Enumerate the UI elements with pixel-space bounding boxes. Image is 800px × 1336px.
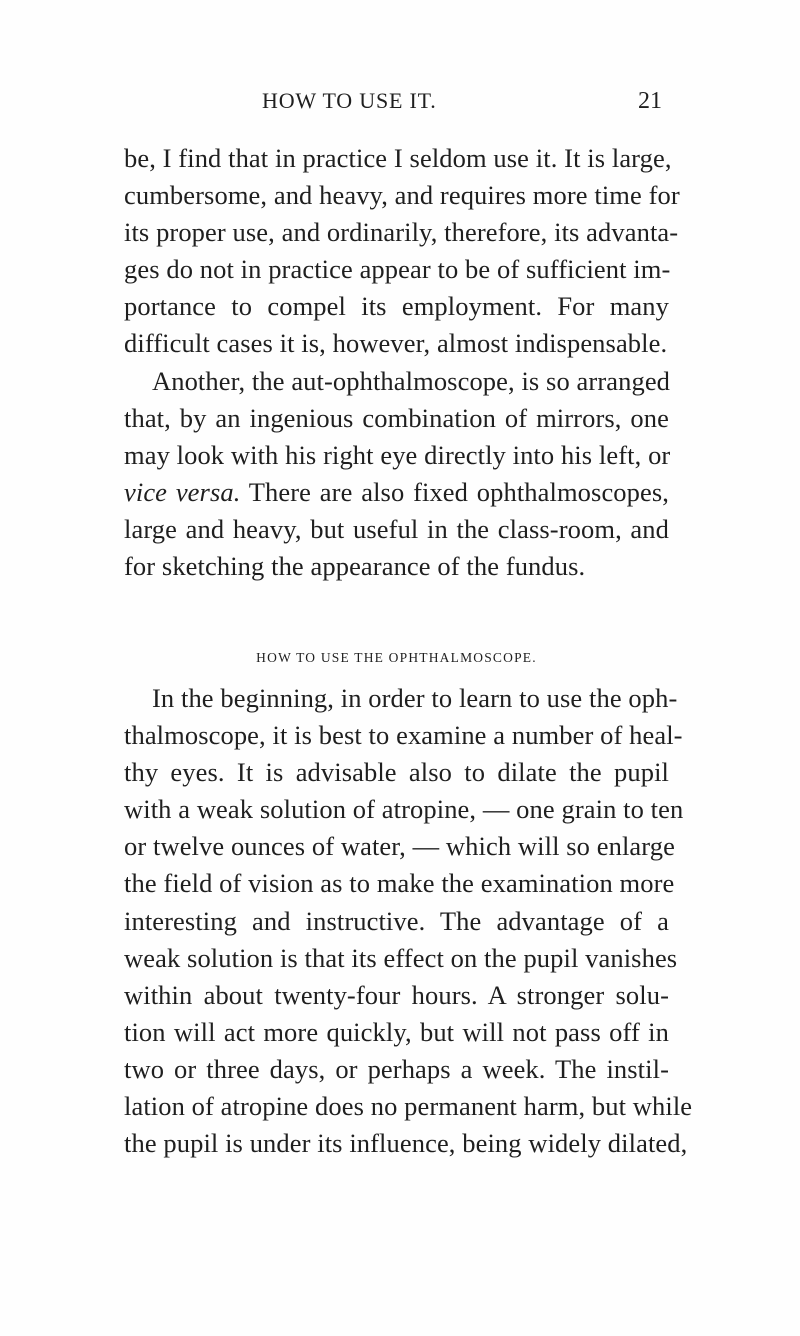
page-number: 21: [638, 88, 662, 114]
text-line: lation of atropine does no permanent harm, but while: [124, 1091, 693, 1122]
text-line: portance to compel its employment. For many: [124, 291, 669, 322]
text-line: for sketching the appearance of the fundus.: [124, 551, 586, 582]
text-line: interesting and instructive. The advantage of a: [124, 905, 669, 936]
text-line: cumbersome, and heavy, and requires more time for: [124, 180, 680, 211]
text-line: two or three days, or perhaps a week. The instil-: [124, 1053, 669, 1084]
text-line: the pupil is under its influence, being widely dilated,: [124, 1128, 688, 1159]
text-line: ges do not in practice appear to be of sufficient im-: [124, 254, 671, 285]
text-line: with a weak solution of atropine, — one grain to ten: [124, 794, 684, 825]
text-line: may look with his right eye directly into his left, or: [124, 439, 671, 470]
text-line: that, by an ingenious combination of mirrors, one: [124, 402, 669, 433]
text-line: or twelve ounces of water, — which will so enlarge: [124, 831, 675, 862]
text-run: There are also fixed ophthalmoscopes,: [240, 476, 670, 507]
section-heading: HOW TO USE THE OPHTHALMOSCOPE.: [256, 650, 537, 665]
text-line-mixed: [124, 474, 669, 510]
text-line: within about twenty-four hours. A stronger solu-: [124, 979, 669, 1010]
text-line: the field of vision as to make the examination more: [124, 868, 675, 899]
text-line: its proper use, and ordinarily, therefore, its advanta-: [124, 217, 679, 248]
text-line: weak solution is that its effect on the pupil vanishes: [124, 942, 678, 973]
italic-phrase: vice versa.: [124, 476, 241, 507]
text-line: thalmoscope, it is best to examine a number of heal-: [124, 720, 683, 751]
text-line: In the beginning, in order to learn to use the oph-: [152, 683, 678, 713]
running-title: HOW TO USE IT.: [262, 88, 437, 113]
body-text-bottom: [124, 680, 693, 1162]
text-line: tion will act more quickly, but will not pass off in: [124, 1016, 669, 1047]
body-text-top: [124, 140, 680, 585]
text-line: difficult cases it is, however, almost indispensable.: [124, 328, 668, 359]
text-line: large and heavy, but useful in the class-room, and: [124, 513, 669, 544]
text-line: be, I find that in practice I seldom use it. It is large,: [124, 143, 672, 173]
text-line: thy eyes. It is advisable also to dilate the pupil: [124, 757, 669, 788]
text-line: Another, the aut-ophthalmoscope, is so arranged: [152, 365, 671, 396]
running-head: [0, 86, 800, 116]
